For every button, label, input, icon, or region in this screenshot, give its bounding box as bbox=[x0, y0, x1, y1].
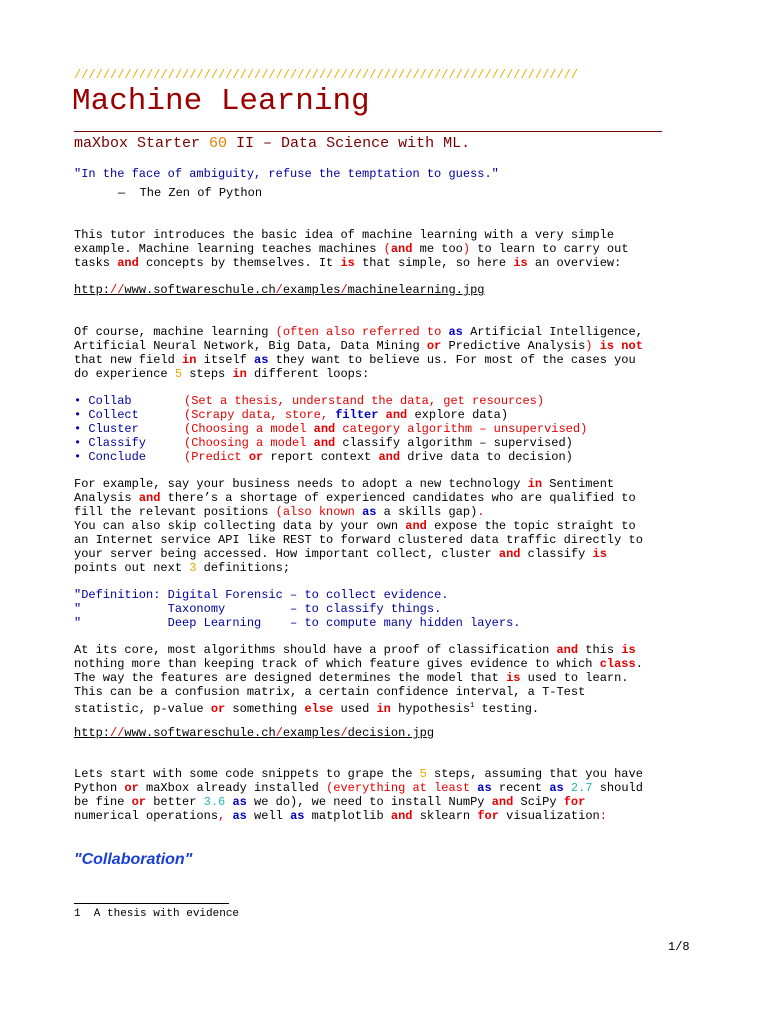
para5-line-4: numerical operations, as well as matplotlib and sklearn for visualization: bbox=[74, 809, 607, 823]
para3-line-6: your server being accessed. How important collect, cluster and classify is bbox=[74, 547, 607, 561]
para3-line-2: Analysis and there’s a shortage of experienced candidates who are qualified to bbox=[74, 491, 636, 505]
page-number: 1/8 bbox=[668, 940, 690, 954]
para3-line-4: You can also skip collecting data by your own and expose the topic straight to bbox=[74, 519, 636, 533]
definition-row: "Definition: Digital Forensic – to collect evidence. bbox=[74, 588, 449, 602]
list-item: • Classify bbox=[74, 436, 147, 450]
para2-line-2: Artificial Neural Network, Big Data, Data Mining or Predictive Analysis) is not bbox=[74, 339, 643, 353]
footnote-rule bbox=[74, 903, 229, 904]
list-item-desc: (Choosing a model and category algorithm – unsupervised) bbox=[184, 422, 588, 436]
para3-line-7: points out next 3 definitions; bbox=[74, 561, 291, 575]
intro-line-1: This tutor introduces the basic idea of machine learning with a very simple bbox=[74, 228, 615, 242]
para5-line-1: Lets start with some code snippets to grape the 5 steps, assuming that you have bbox=[74, 767, 643, 781]
para4-line-1: At its core, most algorithms should have a proof of classification and this is bbox=[74, 643, 636, 657]
intro-line-2: example. Machine learning teaches machines (and me too) to learn to carry out bbox=[74, 242, 629, 256]
list-item: • Cluster bbox=[74, 422, 139, 436]
list-item-desc: (Predict or report context and drive data to decision) bbox=[184, 450, 573, 464]
para5-line-2: Python or maXbox already installed (everything at least as recent as 2.7 should bbox=[74, 781, 643, 795]
para2-line-1: Of course, machine learning (often also referred to as Artificial Intelligence, bbox=[74, 325, 643, 339]
list-item: • Collect bbox=[74, 408, 139, 422]
definition-row: " Taxonomy – to classify things. bbox=[74, 602, 442, 616]
section-heading: "Collaboration" bbox=[74, 851, 193, 868]
para4-line-4: This can be a confusion matrix, a certain confidence interval, a T-Test bbox=[74, 685, 586, 699]
list-item: • Conclude bbox=[74, 450, 147, 464]
footnote: 1 A thesis with evidence bbox=[74, 908, 240, 920]
subtitle: maXbox Starter 60 II – Data Science with ML. bbox=[74, 135, 471, 152]
epigraph-quote: "In the face of ambiguity, refuse the temptation to guess." bbox=[74, 167, 499, 181]
epigraph-attribution: — The Zen of Python bbox=[118, 186, 263, 200]
list-item: • Collab bbox=[74, 394, 132, 408]
para3-line-5: an Internet service API like REST to forward clustered data traffic directly to bbox=[74, 533, 643, 547]
para3-line-1: For example, say your business needs to adopt a new technology in Sentiment bbox=[74, 477, 615, 491]
link-decision[interactable]: http://www.softwareschule.ch/examples/decision.jpg bbox=[74, 726, 435, 740]
para2-line-4: do experience 5 steps in different loops: bbox=[74, 367, 370, 381]
para4-line-5: statistic, p-value or something else used in hypothesis$^1$ testing. bbox=[74, 702, 540, 716]
list-item-desc: (Scrapy data, store, filter and explore data) bbox=[184, 408, 509, 422]
header-slashes: ////////////////////////////////////////////////////////////////////// bbox=[74, 68, 579, 82]
para5-line-3: be fine or better 3.6 as we do), we need to install NumPy and SciPy for bbox=[74, 795, 586, 809]
para3-line-3: fill the relevant positions (also known as a skills gap). bbox=[74, 505, 485, 519]
list-item-desc: (Set a thesis, understand the data, get resources) bbox=[184, 394, 545, 408]
definition-row: " Deep Learning – to compute many hidden layers. bbox=[74, 616, 521, 630]
para4-line-2: nothing more than keeping track of which feature gives evidence to which class. bbox=[74, 657, 643, 671]
footnote-marker[interactable]: 1 bbox=[470, 702, 475, 710]
title-rule bbox=[74, 131, 662, 132]
page-title: Machine Learning bbox=[72, 84, 370, 119]
list-item-desc: (Choosing a model and classify algorithm – supervised) bbox=[184, 436, 573, 450]
para2-line-3: that new field in itself as they want to believe us. For most of the cases you bbox=[74, 353, 636, 367]
intro-line-3: tasks and concepts by themselves. It is that simple, so here is an overview: bbox=[74, 256, 622, 270]
para4-line-3: The way the features are designed determines the model that is used to learn. bbox=[74, 671, 629, 685]
link-machinelearning[interactable]: http://www.softwareschule.ch/examples/machinelearning.jpg bbox=[74, 283, 485, 297]
